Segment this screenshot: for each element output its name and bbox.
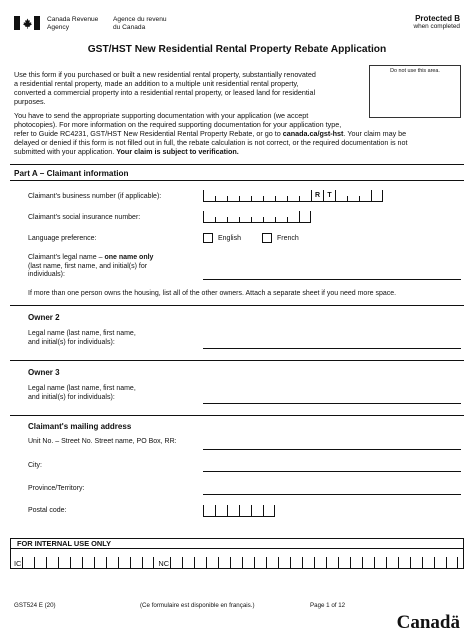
digit-box — [335, 190, 347, 201]
intro-p1-line: converted a commercial property into a residential rental property, or leased land for residential — [14, 88, 316, 97]
language-english-option[interactable] — [203, 233, 241, 243]
digit-box — [287, 196, 299, 201]
one-name-only: one name only — [104, 254, 154, 261]
digit-box — [70, 557, 82, 568]
digit-box — [215, 505, 227, 516]
digit-box — [254, 557, 266, 568]
digit-box — [263, 217, 275, 222]
digit-box — [130, 557, 142, 568]
digit-box — [263, 505, 275, 516]
digit-box — [203, 190, 215, 201]
language-label: Language preference: — [28, 235, 97, 242]
section-divider — [10, 164, 464, 165]
digit-box — [350, 557, 362, 568]
office-use-box: Do not use this area. — [369, 65, 461, 118]
nc-label: NC — [158, 559, 170, 568]
intro-p2-line — [14, 147, 464, 156]
digit-box — [434, 557, 446, 568]
intro-paragraph-2 — [14, 111, 464, 156]
digit-box — [446, 557, 458, 568]
protected-b: Protected B — [415, 14, 460, 23]
digit-box — [215, 196, 227, 201]
digit-box — [82, 557, 94, 568]
section-divider — [10, 305, 464, 306]
legal-name-field[interactable] — [203, 279, 461, 280]
french-availability-note: (Ce formulaire est disponible en français.) — [140, 602, 255, 609]
owner-2-heading: Owner 2 — [28, 313, 60, 322]
digit-box — [94, 557, 106, 568]
sin-field[interactable] — [203, 212, 311, 223]
city-label: City: — [28, 462, 42, 469]
canada-flag-icon — [14, 16, 40, 30]
owner-2-label-line: and initial(s) for individuals): — [28, 338, 115, 346]
digit-box — [287, 217, 299, 222]
owner-2-label-line: Legal name (last name, first name, — [28, 330, 136, 337]
digit-box — [338, 557, 350, 568]
intro-p2-text: refer to Guide RC4231, GST/HST New Residential Rental Property Rebate, or go to — [14, 129, 283, 138]
ic-field[interactable] — [22, 557, 154, 568]
rt-r: R — [311, 190, 323, 201]
language-french-option[interactable] — [262, 233, 299, 243]
intro-p2-line: photocopies). For more information on the required supporting documentation for your application type, — [14, 120, 342, 129]
intro-p2-line: You have to send the appropriate supporting documentation with your application (we accept — [14, 111, 309, 120]
digit-box — [215, 217, 227, 222]
digit-box — [239, 196, 251, 201]
digit-box — [275, 196, 287, 201]
street-address-label: Unit No. – Street No. Street name, PO Box, RR: — [28, 438, 177, 445]
intro-p2-text: . Your claim may be — [343, 129, 407, 138]
owner-3-legal-name-field[interactable] — [203, 403, 461, 404]
owner-3-legal-name-label — [28, 385, 136, 402]
digit-box — [46, 557, 58, 568]
agency-en-line1: Canada Revenue — [47, 16, 99, 23]
digit-box — [182, 557, 194, 568]
section-divider — [10, 180, 464, 181]
digit-box — [227, 217, 239, 222]
digit-box — [314, 557, 326, 568]
digit-box — [299, 196, 311, 201]
digit-box — [194, 557, 206, 568]
digit-box — [230, 557, 242, 568]
intro-p2-line — [14, 129, 464, 138]
digit-box — [362, 557, 374, 568]
part-a-heading: Part A – Claimant information — [14, 169, 129, 178]
city-field[interactable] — [203, 471, 461, 472]
digit-box — [227, 196, 239, 201]
digit-box — [398, 557, 410, 568]
protected-label — [413, 14, 460, 30]
digit-box — [218, 557, 230, 568]
legal-name-label — [28, 254, 203, 280]
agency-name-en — [47, 16, 98, 32]
digit-box — [371, 190, 383, 201]
digit-box — [302, 557, 314, 568]
agency-name-fr — [113, 16, 167, 32]
when-completed: when completed — [413, 23, 460, 30]
postal-code-field[interactable] — [203, 506, 275, 517]
digit-box — [227, 505, 239, 516]
agency-fr-line1: Agence du revenu — [113, 16, 167, 23]
mailing-address-heading: Claimant's mailing address — [28, 422, 132, 431]
french-checkbox[interactable] — [262, 233, 272, 243]
digit-box — [263, 196, 275, 201]
internal-use-row — [11, 549, 463, 568]
french-label: French — [277, 234, 299, 242]
province-field[interactable] — [203, 494, 461, 495]
digit-box — [242, 557, 254, 568]
digit-box — [422, 557, 434, 568]
digit-box — [251, 217, 263, 222]
digit-box — [326, 557, 338, 568]
digit-box — [203, 211, 215, 222]
digit-box — [299, 211, 311, 222]
english-label: English — [218, 234, 241, 242]
digit-box — [206, 557, 218, 568]
digit-box — [239, 217, 251, 222]
digit-box — [170, 557, 182, 568]
other-owners-note: If more than one person owns the housing, list all of the other owners. Attach a separate sheet if you need more space. — [28, 290, 397, 297]
rt-t: T — [323, 190, 335, 201]
street-address-field[interactable] — [203, 449, 461, 450]
owner-3-label-line: Legal name (last name, first name, — [28, 385, 136, 392]
nc-field[interactable] — [170, 557, 458, 568]
digit-box — [58, 557, 70, 568]
intro-p1-line: purposes. — [14, 97, 46, 106]
owner-2-legal-name-field[interactable] — [203, 348, 461, 349]
digit-box — [203, 505, 215, 516]
agency-fr-line2: du Canada — [113, 24, 146, 31]
digit-box — [34, 557, 46, 568]
digit-box — [347, 196, 359, 201]
internal-use-box — [10, 538, 464, 569]
intro-p1-line: Use this form if you purchased or built a new residential rental property, substantially renovated — [14, 70, 316, 79]
form-number: GST524 E (20) — [14, 602, 56, 609]
section-divider — [10, 415, 464, 416]
legal-name-text: individuals): — [28, 271, 65, 278]
digit-box — [386, 557, 398, 568]
postal-code-label: Postal code: — [28, 507, 67, 514]
owner-3-label-line: and initial(s) for individuals): — [28, 393, 115, 401]
business-number-label: Claimant's business number (if applicable): — [28, 193, 162, 200]
digit-box — [278, 557, 290, 568]
owner-3-heading: Owner 3 — [28, 368, 60, 377]
intro-p1-line: a residential rental property, made an addition to a multiple unit residential rental property, — [14, 79, 299, 88]
digit-box — [142, 557, 154, 568]
intro-p2-line: delayed or denied if this form is not filled out in full, the rebate calculation is not correct, or the required documentation is not — [14, 138, 408, 147]
section-divider — [10, 360, 464, 361]
digit-box — [22, 557, 34, 568]
ic-label: IC — [14, 559, 22, 568]
form-title: GST/HST New Residential Rental Property Rebate Application — [87, 44, 387, 55]
digit-box — [359, 196, 371, 201]
province-label: Province/Territory: — [28, 485, 85, 492]
english-checkbox[interactable] — [203, 233, 213, 243]
business-number-field[interactable] — [203, 191, 383, 202]
legal-name-text: (last name, first name, and initial(s) for — [28, 262, 148, 270]
digit-box — [239, 505, 251, 516]
sin-label: Claimant's social insurance number: — [28, 214, 141, 221]
digit-box — [251, 505, 263, 516]
internal-use-heading: FOR INTERNAL USE ONLY — [11, 539, 463, 549]
digit-box — [290, 557, 302, 568]
digit-box — [374, 557, 386, 568]
digit-box — [118, 557, 130, 568]
intro-p2-text: submitted with your application. — [14, 147, 117, 156]
canada-wordmark-logo: Canadä — [396, 612, 460, 630]
digit-box — [410, 557, 422, 568]
legal-name-text: Claimant's legal name – — [28, 254, 105, 261]
gst-hst-link[interactable]: canada.ca/gst-hst — [282, 129, 344, 138]
digit-box — [275, 217, 287, 222]
verification-notice: Your claim is subject to verification. — [116, 147, 239, 156]
intro-paragraph-1 — [14, 70, 364, 106]
digit-box — [266, 557, 278, 568]
page-number: Page 1 of 12 — [310, 602, 346, 609]
owner-2-legal-name-label — [28, 330, 136, 347]
digit-box — [251, 196, 263, 201]
agency-en-line2: Agency — [47, 24, 69, 31]
digit-box — [106, 557, 118, 568]
